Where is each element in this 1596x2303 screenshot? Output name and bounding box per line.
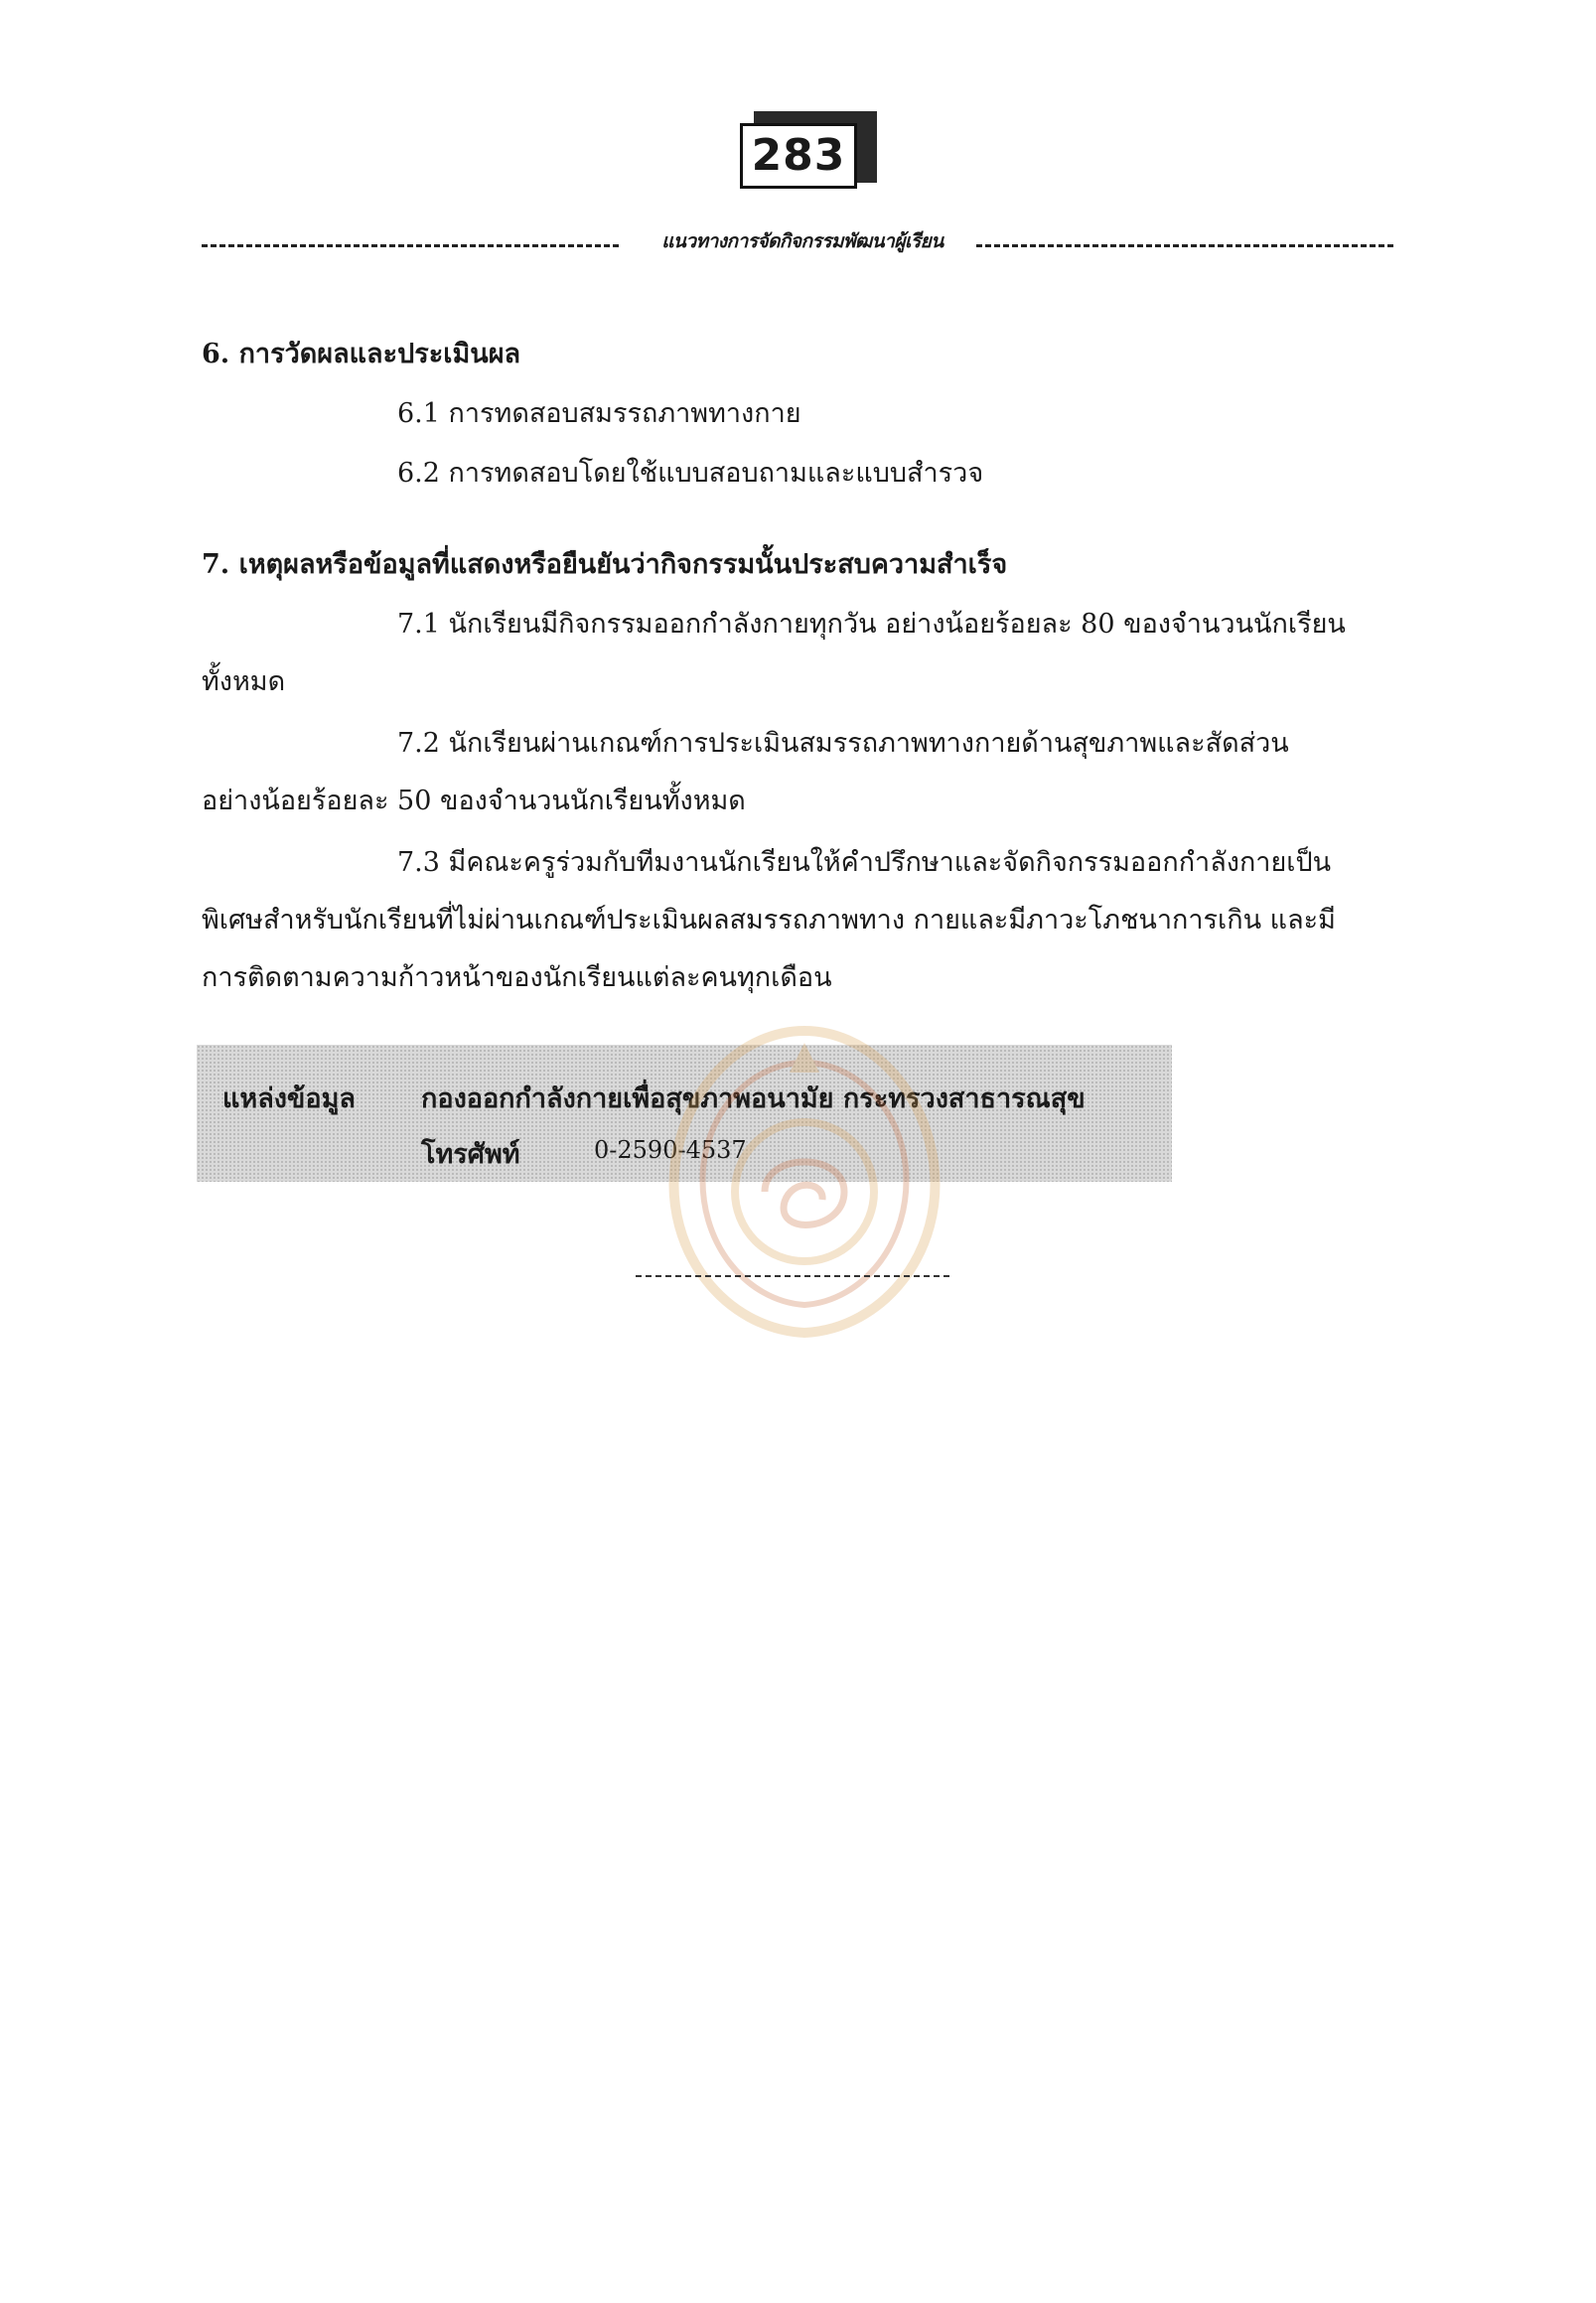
header-title: แนวทางการจัดกิจกรรมพัฒนาผู้เรียน: [661, 230, 943, 252]
end-divider: [636, 1275, 949, 1277]
header-rule-left: [202, 244, 619, 247]
obec-seal-icon: [655, 1023, 953, 1341]
section-6-item-2: 6.2 การทดสอบโดยใช้แบบสอบถามและแบบสำรวจ: [397, 458, 984, 489]
section-7-heading: 7. เหตุผลหรือข้อมูลที่แสดงหรือยืนยันว่ากิจกรรมนั้นประสบความสำเร็จ: [202, 549, 1008, 580]
phone-number: 0-2590-4537: [594, 1136, 747, 1164]
section-6-item-1: 6.1 การทดสอบสมรรถภาพทางกาย: [397, 398, 801, 429]
page-number: 283: [740, 123, 857, 189]
running-header: [202, 226, 1393, 256]
section-7-1-line-1: 7.1 นักเรียนมีกิจกรรมออกกำลังกายทุกวัน อย่างน้อยร้อยละ 80 ของจำนวนนักเรียน: [397, 609, 1346, 640]
section-7-3-line-3: การติดตามความก้าวหน้าของนักเรียนแต่ละคนทุกเดือน: [202, 962, 832, 993]
section-6-heading: 6. การวัดผลและประเมินผล: [202, 339, 521, 369]
section-7-3-line-1: 7.3 มีคณะครูร่วมกับทีมงานนักเรียนให้คำปรึกษาและจัดกิจกรรมออกกำลังกายเป็น: [397, 847, 1332, 878]
phone-label: โทรศัพท์: [421, 1139, 520, 1170]
section-7-3-line-2: พิเศษสำหรับนักเรียนที่ไม่ผ่านเกณฑ์ประเมินผลสมรรถภาพทาง กายและมีภาวะโภชนาการเกิน และมี: [202, 905, 1336, 936]
source-organization: กองออกกำลังกายเพื่อสุขภาพอนามัย กระทรวงสาธารณสุข: [421, 1083, 1086, 1114]
page-number-badge: [740, 111, 877, 193]
source-label: แหล่งข้อมูล: [222, 1083, 356, 1114]
section-7-2-line-1: 7.2 นักเรียนผ่านเกณฑ์การประเมินสมรรถภาพทางกายด้านสุขภาพและสัดส่วน: [397, 728, 1289, 759]
section-7-1-line-2: ทั้งหมด: [202, 666, 286, 697]
header-rule-right: [976, 244, 1393, 247]
section-7-2-line-2: อย่างน้อยร้อยละ 50 ของจำนวนนักเรียนทั้งหมด: [202, 786, 746, 816]
